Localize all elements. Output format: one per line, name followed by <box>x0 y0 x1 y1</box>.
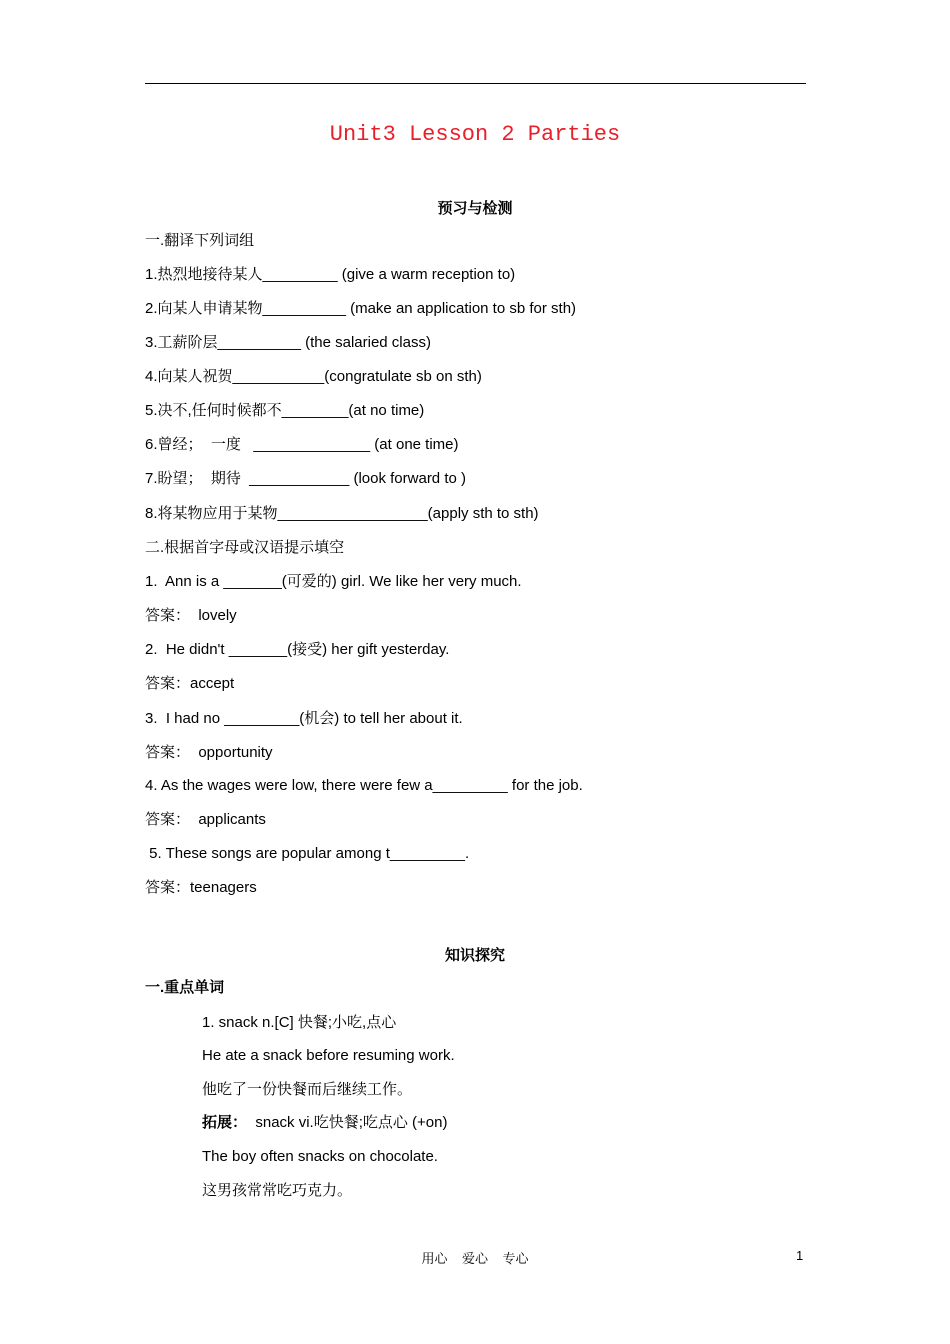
fill-question: 4. As the wages were low, there were few a_________ for the job. <box>145 777 583 794</box>
example-sentence-en: He ate a snack before resuming work. <box>202 1047 455 1064</box>
section-heading-preview: 预习与检测 <box>437 200 513 217</box>
part2-heading: 二.根据首字母或汉语提示填空 <box>145 539 345 556</box>
fill-answer: 答案：teenagers <box>145 879 257 896</box>
fill-answer: 答案： opportunity <box>145 744 273 761</box>
translate-item: 2.向某人申请某物__________ (make an application to sb for sth) <box>145 300 577 317</box>
extension-text: snack vi.吃快餐;吃点心 (+on) <box>247 1114 448 1131</box>
translate-item: 4.向某人祝贺___________(congratulate sb on sth) <box>145 368 482 385</box>
translate-item: 6.曾经； 一度 ______________ (at one time) <box>145 436 459 453</box>
example-sentence-zh: 他吃了一份快餐而后继续工作。 <box>202 1081 413 1098</box>
example-sentence-zh: 这男孩常常吃巧克力。 <box>202 1182 353 1199</box>
translate-item: 7.盼望； 期待 ____________ (look forward to ) <box>145 470 466 487</box>
section-heading-knowledge: 知识探究 <box>444 947 505 964</box>
fill-question: 1. Ann is a _______(可爱的) girl. We like her very much. <box>145 573 522 590</box>
vocab-entry: 1. snack n.[C] 快餐;小吃,点心 <box>202 1014 397 1031</box>
document-title: Unit3 Lesson 2 Parties <box>329 122 621 147</box>
header-rule <box>145 83 806 84</box>
translate-item: 3.工薪阶层__________ (the salaried class) <box>145 334 431 351</box>
extension-line <box>202 1113 447 1133</box>
footer-motto: 用心 爱心 专心 <box>421 1251 529 1266</box>
translate-item: 5.决不,任何时候都不________(at no time) <box>145 402 425 419</box>
fill-answer: 答案： applicants <box>145 811 266 828</box>
page-number: 1 <box>796 1248 804 1263</box>
fill-question: 3. I had no _________(机会) to tell her about it. <box>145 710 463 727</box>
fill-answer: 答案：accept <box>145 675 235 692</box>
part1-heading: 一.翻译下列词组 <box>145 232 255 249</box>
fill-answer: 答案： lovely <box>145 607 237 624</box>
translate-item: 1.热烈地接待某人_________ (give a warm reception to) <box>145 266 516 283</box>
knowledge-part1-heading: 一.重点单词 <box>145 979 225 996</box>
fill-question: 5. These songs are popular among t_________. <box>145 845 470 862</box>
example-sentence-en: The boy often snacks on chocolate. <box>202 1148 438 1165</box>
extension-label: 拓展： <box>202 1114 248 1131</box>
translate-item: 8.将某物应用于某物__________________(apply sth to sth) <box>145 505 539 522</box>
fill-question: 2. He didn't _______(接受) her gift yesterday. <box>145 641 450 658</box>
